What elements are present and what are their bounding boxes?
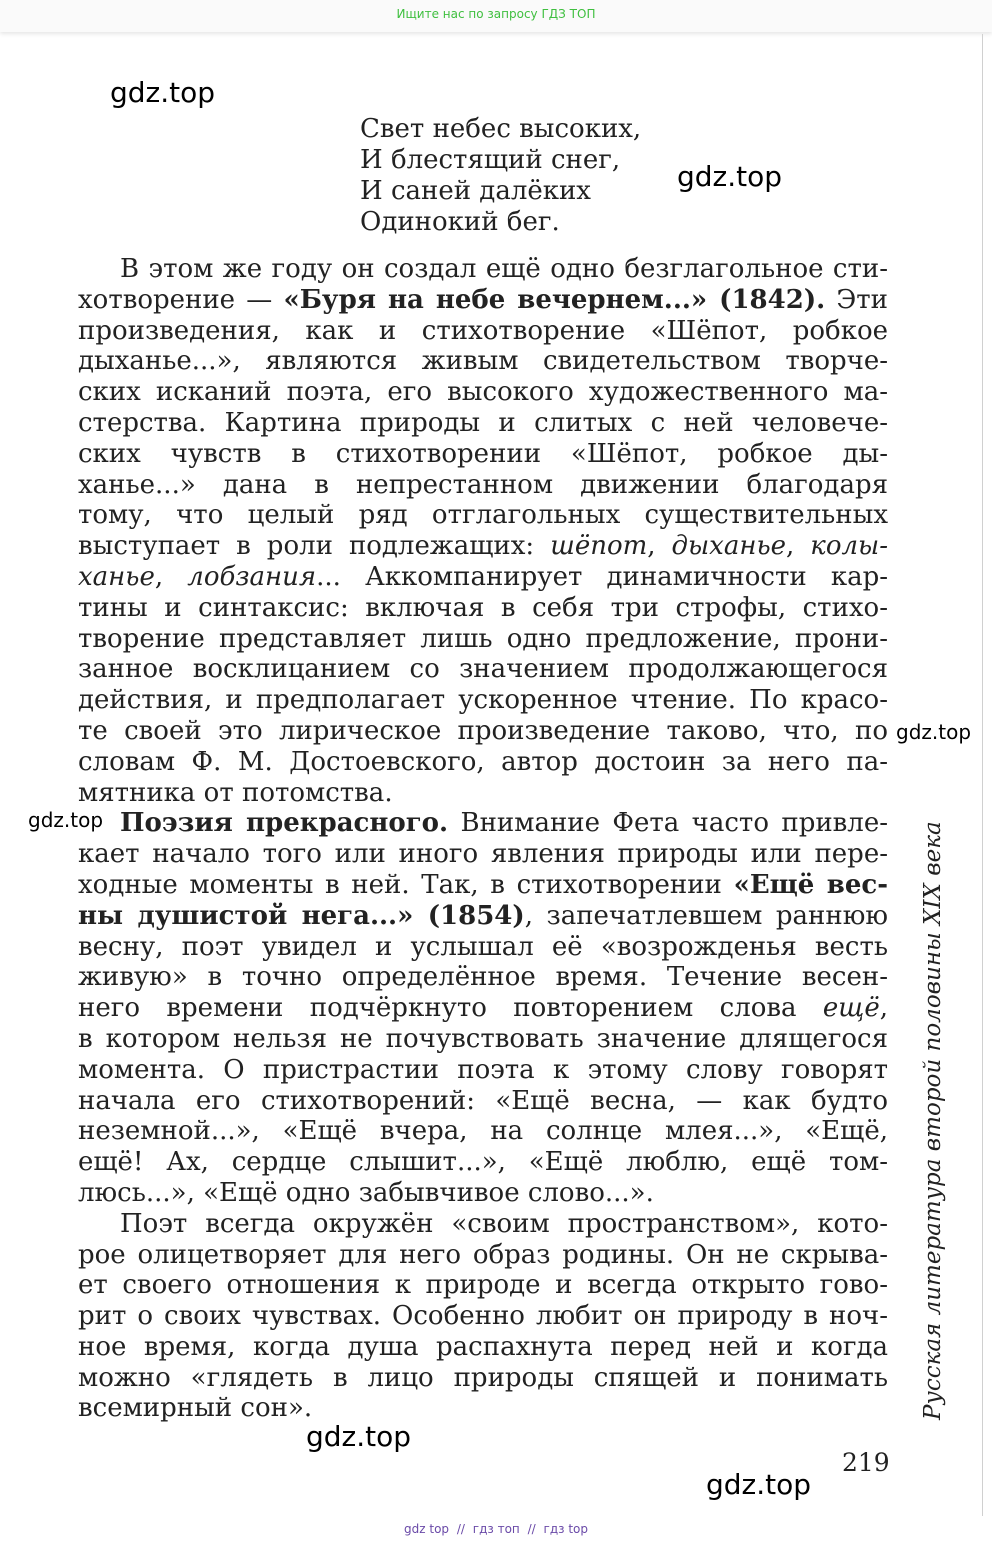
text-line: ет своего отношения к природе и всегда открыто гово-	[78, 1270, 888, 1301]
text-line: момента. О пристрастии поэта к этому слову говорят	[78, 1054, 888, 1085]
page-number: 219	[842, 1448, 890, 1477]
text-line: можно «глядеть в лицо природы спящей и понимать	[78, 1362, 888, 1393]
text-line: кает начало того или иного явления природы или пере-	[78, 839, 888, 870]
text-line: ханье, лобзания... Аккомпанирует динамичности кар-	[78, 561, 888, 592]
footer-link[interactable]: гдз top	[543, 1522, 588, 1536]
text-line: ны душистой нега...» (1854), запечатлевшем раннюю	[78, 900, 888, 931]
top-banner	[0, 0, 992, 32]
text-line: него времени подчёркнуто повторением слова ещё,	[78, 993, 888, 1024]
footer-separator: //	[527, 1522, 536, 1536]
text-line: ное время, когда душа распахнута перед ней и когда	[78, 1331, 888, 1362]
running-title: Русская литература второй половины XIX века	[920, 821, 946, 1420]
text-line: ещё! Ах, сердце слышит...», «Ещё люблю, ещё том-	[78, 1147, 888, 1178]
text-line: тому, что целый ряд отглагольных существительных	[78, 500, 888, 531]
footer-links	[0, 1522, 992, 1536]
poem-line: И блестящий снег,	[360, 145, 621, 175]
text-line: начала его стихотворений: «Ещё весна, — как будто	[78, 1085, 888, 1116]
text-line: Поэзия прекрасного. Внимание Фета часто привле-	[120, 808, 888, 839]
text-line: живую» в точно определённое время. Течение весен-	[78, 962, 888, 993]
poem-line: И саней далёких	[360, 176, 591, 206]
text-line: хотворение — «Буря на небе вечернем...» (1842). Эти	[78, 284, 888, 315]
text-line: дыханье...», являются живым свидетельством творче-	[78, 346, 888, 377]
text-line: неземной...», «Ещё вчера, на солнце млея...», «Ещё,	[78, 1116, 888, 1147]
poem-stanza	[360, 114, 641, 238]
text-line: весну, поэт увидел и услышал её «возрожденья весть	[78, 931, 888, 962]
text-line: занное восклицанием со значением продолжающегося	[78, 654, 888, 685]
poem-title-bold: «Буря на небе вечернем...» (1842).	[283, 284, 826, 315]
text-line: ских чувств в стихотворении «Шёпот, робкое ды-	[78, 438, 888, 469]
watermark: gdz.top	[306, 1420, 412, 1453]
watermark: gdz.top	[110, 76, 216, 109]
text-line: рит о своих чувствах. Особенно любит он природу в ноч-	[78, 1301, 888, 1332]
footer-separator: //	[456, 1522, 465, 1536]
text-line: стерства. Картина природы и слитых с ней человече-	[78, 407, 888, 438]
footer-link[interactable]: гдз топ	[472, 1522, 520, 1536]
watermark: gdz.top	[28, 808, 104, 832]
text-line: в котором нельзя не почувствовать значение длящегося	[78, 1023, 888, 1054]
text-line: творение представляет лишь одно предложение, прони-	[78, 623, 888, 654]
text-line: всемирный сон».	[78, 1393, 313, 1424]
page-edge-divider	[982, 34, 983, 1516]
footer-link[interactable]: gdz top	[404, 1522, 450, 1536]
banner-link[interactable]: Ищите нас по запросу ГДЗ ТОП	[396, 7, 596, 21]
section-heading: Поэзия прекрасного.	[120, 808, 449, 839]
text-line: Поэт всегда окружён «своим пространством», кото-	[120, 1208, 888, 1239]
text-line: мятника от потомства.	[78, 777, 393, 808]
watermark: gdz.top	[896, 720, 972, 744]
text-line: ских исканий поэта, его высокого художественного ма-	[78, 377, 888, 408]
text-line: словам Ф. М. Достоевского, автор достоин за него па-	[78, 746, 888, 777]
watermark: gdz.top	[706, 1468, 812, 1501]
poem-line: Свет небес высоких,	[360, 114, 642, 144]
text-line: те своей это лирическое произведение таково, что, по	[78, 715, 888, 746]
text-line: действия, и предполагает ускоренное чтение. По красо-	[78, 685, 888, 716]
text-line: тины и синтаксис: включая в себя три строфы, стихо-	[78, 592, 888, 623]
text-line: выступает в роли подлежащих: шёпот, дыханье, колы-	[78, 531, 888, 562]
text-line: произведения, как и стихотворение «Шёпот, робкое	[78, 315, 888, 346]
text-line: ходные моменты в ней. Так, в стихотворении «Ещё вес-	[78, 869, 888, 900]
text-line: ханье...» дана в непрестанном движении благодаря	[78, 469, 888, 500]
body-text	[78, 254, 888, 1424]
watermark: gdz.top	[677, 160, 783, 193]
text-line: В этом же году он создал ещё одно безглагольное сти-	[120, 254, 888, 284]
text-line: люсь...», «Ещё одно забывчивое слово...».	[78, 1177, 654, 1208]
text-line: рое олицетворяет для него образ родины. Он не скрыва-	[78, 1239, 888, 1270]
poem-line: Одинокий бег.	[360, 207, 560, 237]
